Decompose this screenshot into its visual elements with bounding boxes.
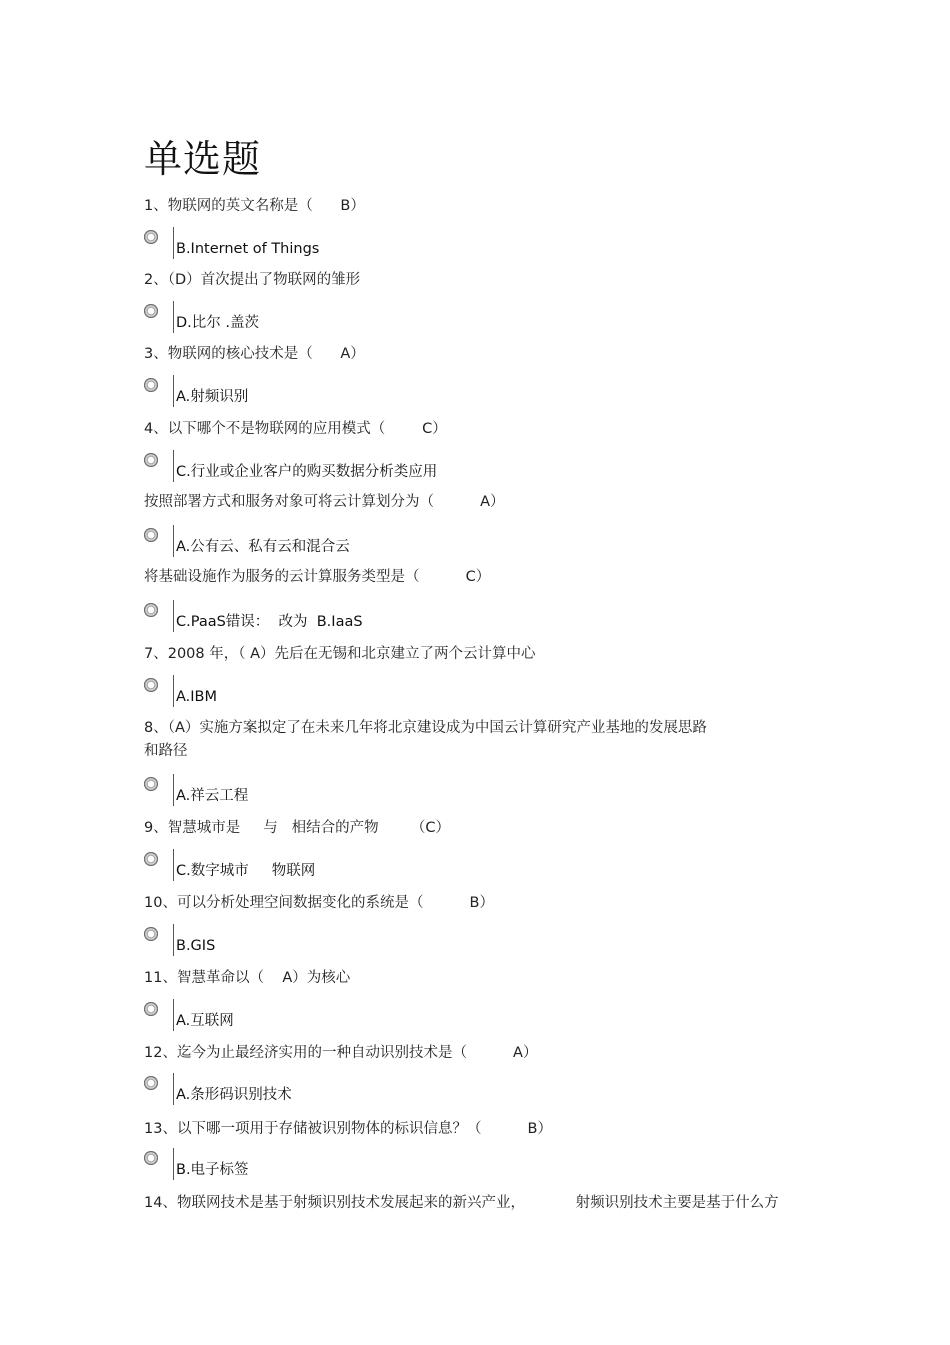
radio-button-icon[interactable] (144, 678, 158, 692)
question-text: 12、迄今为止最经济实用的一种自动识别技术是（ A） (144, 1045, 538, 1061)
divider (173, 375, 174, 407)
radio-button-icon[interactable] (144, 1002, 158, 1016)
question-text: 9、智慧城市是 与 相结合的产物 （C） (144, 820, 450, 836)
radio-button-icon[interactable] (144, 528, 158, 542)
answer-option[interactable] (144, 375, 844, 409)
option-label: A.条形码识别技术 (176, 1087, 292, 1103)
divider (173, 525, 174, 557)
answer-option[interactable] (144, 1073, 844, 1107)
answer-option[interactable] (144, 600, 844, 634)
answer-option[interactable] (144, 774, 844, 808)
question-text: 7、2008 年，（ A）先后在无锡和北京建立了两个云计算中心 (144, 646, 536, 662)
question-text: 按照部署方式和服务对象可将云计算划分为（ A） (144, 494, 505, 510)
option-label: B.电子标签 (176, 1162, 249, 1178)
option-label: D.比尔 .盖茨 (176, 315, 259, 331)
answer-option[interactable] (144, 1148, 844, 1182)
option-label: B.Internet of Things (176, 241, 320, 257)
question-text: 11、智慧革命以（ A）为核心 (144, 970, 351, 986)
divider (173, 450, 174, 482)
radio-button-icon[interactable] (144, 378, 158, 392)
option-label: A.互联网 (176, 1013, 234, 1029)
radio-button-icon[interactable] (144, 927, 158, 941)
answer-option[interactable] (144, 924, 844, 958)
answer-option[interactable] (144, 227, 844, 261)
divider (173, 301, 174, 333)
option-label: C.数字城市 物联网 (176, 863, 316, 879)
radio-button-icon[interactable] (144, 304, 158, 318)
radio-button-icon[interactable] (144, 1076, 158, 1090)
answer-option[interactable] (144, 999, 844, 1033)
option-label: A.IBM (176, 689, 218, 705)
page-title: 单选题 (144, 137, 262, 181)
divider (173, 1148, 174, 1180)
question-text: 1、物联网的英文名称是（ B） (144, 198, 365, 214)
divider (173, 227, 174, 259)
answer-option[interactable] (144, 450, 844, 484)
divider (173, 999, 174, 1031)
question-text: 10、可以分析处理空间数据变化的系统是（ B） (144, 895, 494, 911)
question-text: 将基础设施作为服务的云计算服务类型是（ C） (144, 569, 491, 585)
question-text: 3、物联网的核心技术是（ A） (144, 346, 365, 362)
radio-button-icon[interactable] (144, 777, 158, 791)
divider (173, 924, 174, 956)
option-label: A.公有云、私有云和混合云 (176, 539, 350, 555)
radio-button-icon[interactable] (144, 230, 158, 244)
answer-option[interactable] (144, 525, 844, 559)
answer-option[interactable] (144, 849, 844, 883)
radio-button-icon[interactable] (144, 852, 158, 866)
option-label: C.行业或企业客户的购买数据分析类应用 (176, 464, 438, 480)
divider (173, 675, 174, 707)
divider (173, 849, 174, 881)
option-label: C.PaaS错误： 改为 B.IaaS (176, 614, 363, 630)
question-text: 13、以下哪一项用于存储被识别物体的标识信息？（ B） (144, 1121, 552, 1137)
question-text: 4、以下哪个不是物联网的应用模式（ C） (144, 421, 447, 437)
option-label: A.祥云工程 (176, 788, 249, 804)
answer-option[interactable] (144, 301, 844, 335)
radio-button-icon[interactable] (144, 603, 158, 617)
question-text: 14、物联网技术是基于射频识别技术发展起来的新兴产业， 射频识别技术主要是基于什么方 (144, 1195, 779, 1211)
option-label: A.射频识别 (176, 389, 249, 405)
radio-button-icon[interactable] (144, 453, 158, 467)
divider (173, 774, 174, 806)
question-text: 2、（D）首次提出了物联网的雏形 (144, 272, 361, 288)
divider (173, 1073, 174, 1105)
divider (173, 600, 174, 632)
option-label: B.GIS (176, 938, 216, 954)
radio-button-icon[interactable] (144, 1151, 158, 1165)
question-text: 8、（A）实施方案拟定了在未来几年将北京建设成为中国云计算研究产业基地的发展思路 和路径 (144, 720, 707, 759)
answer-option[interactable] (144, 675, 844, 709)
